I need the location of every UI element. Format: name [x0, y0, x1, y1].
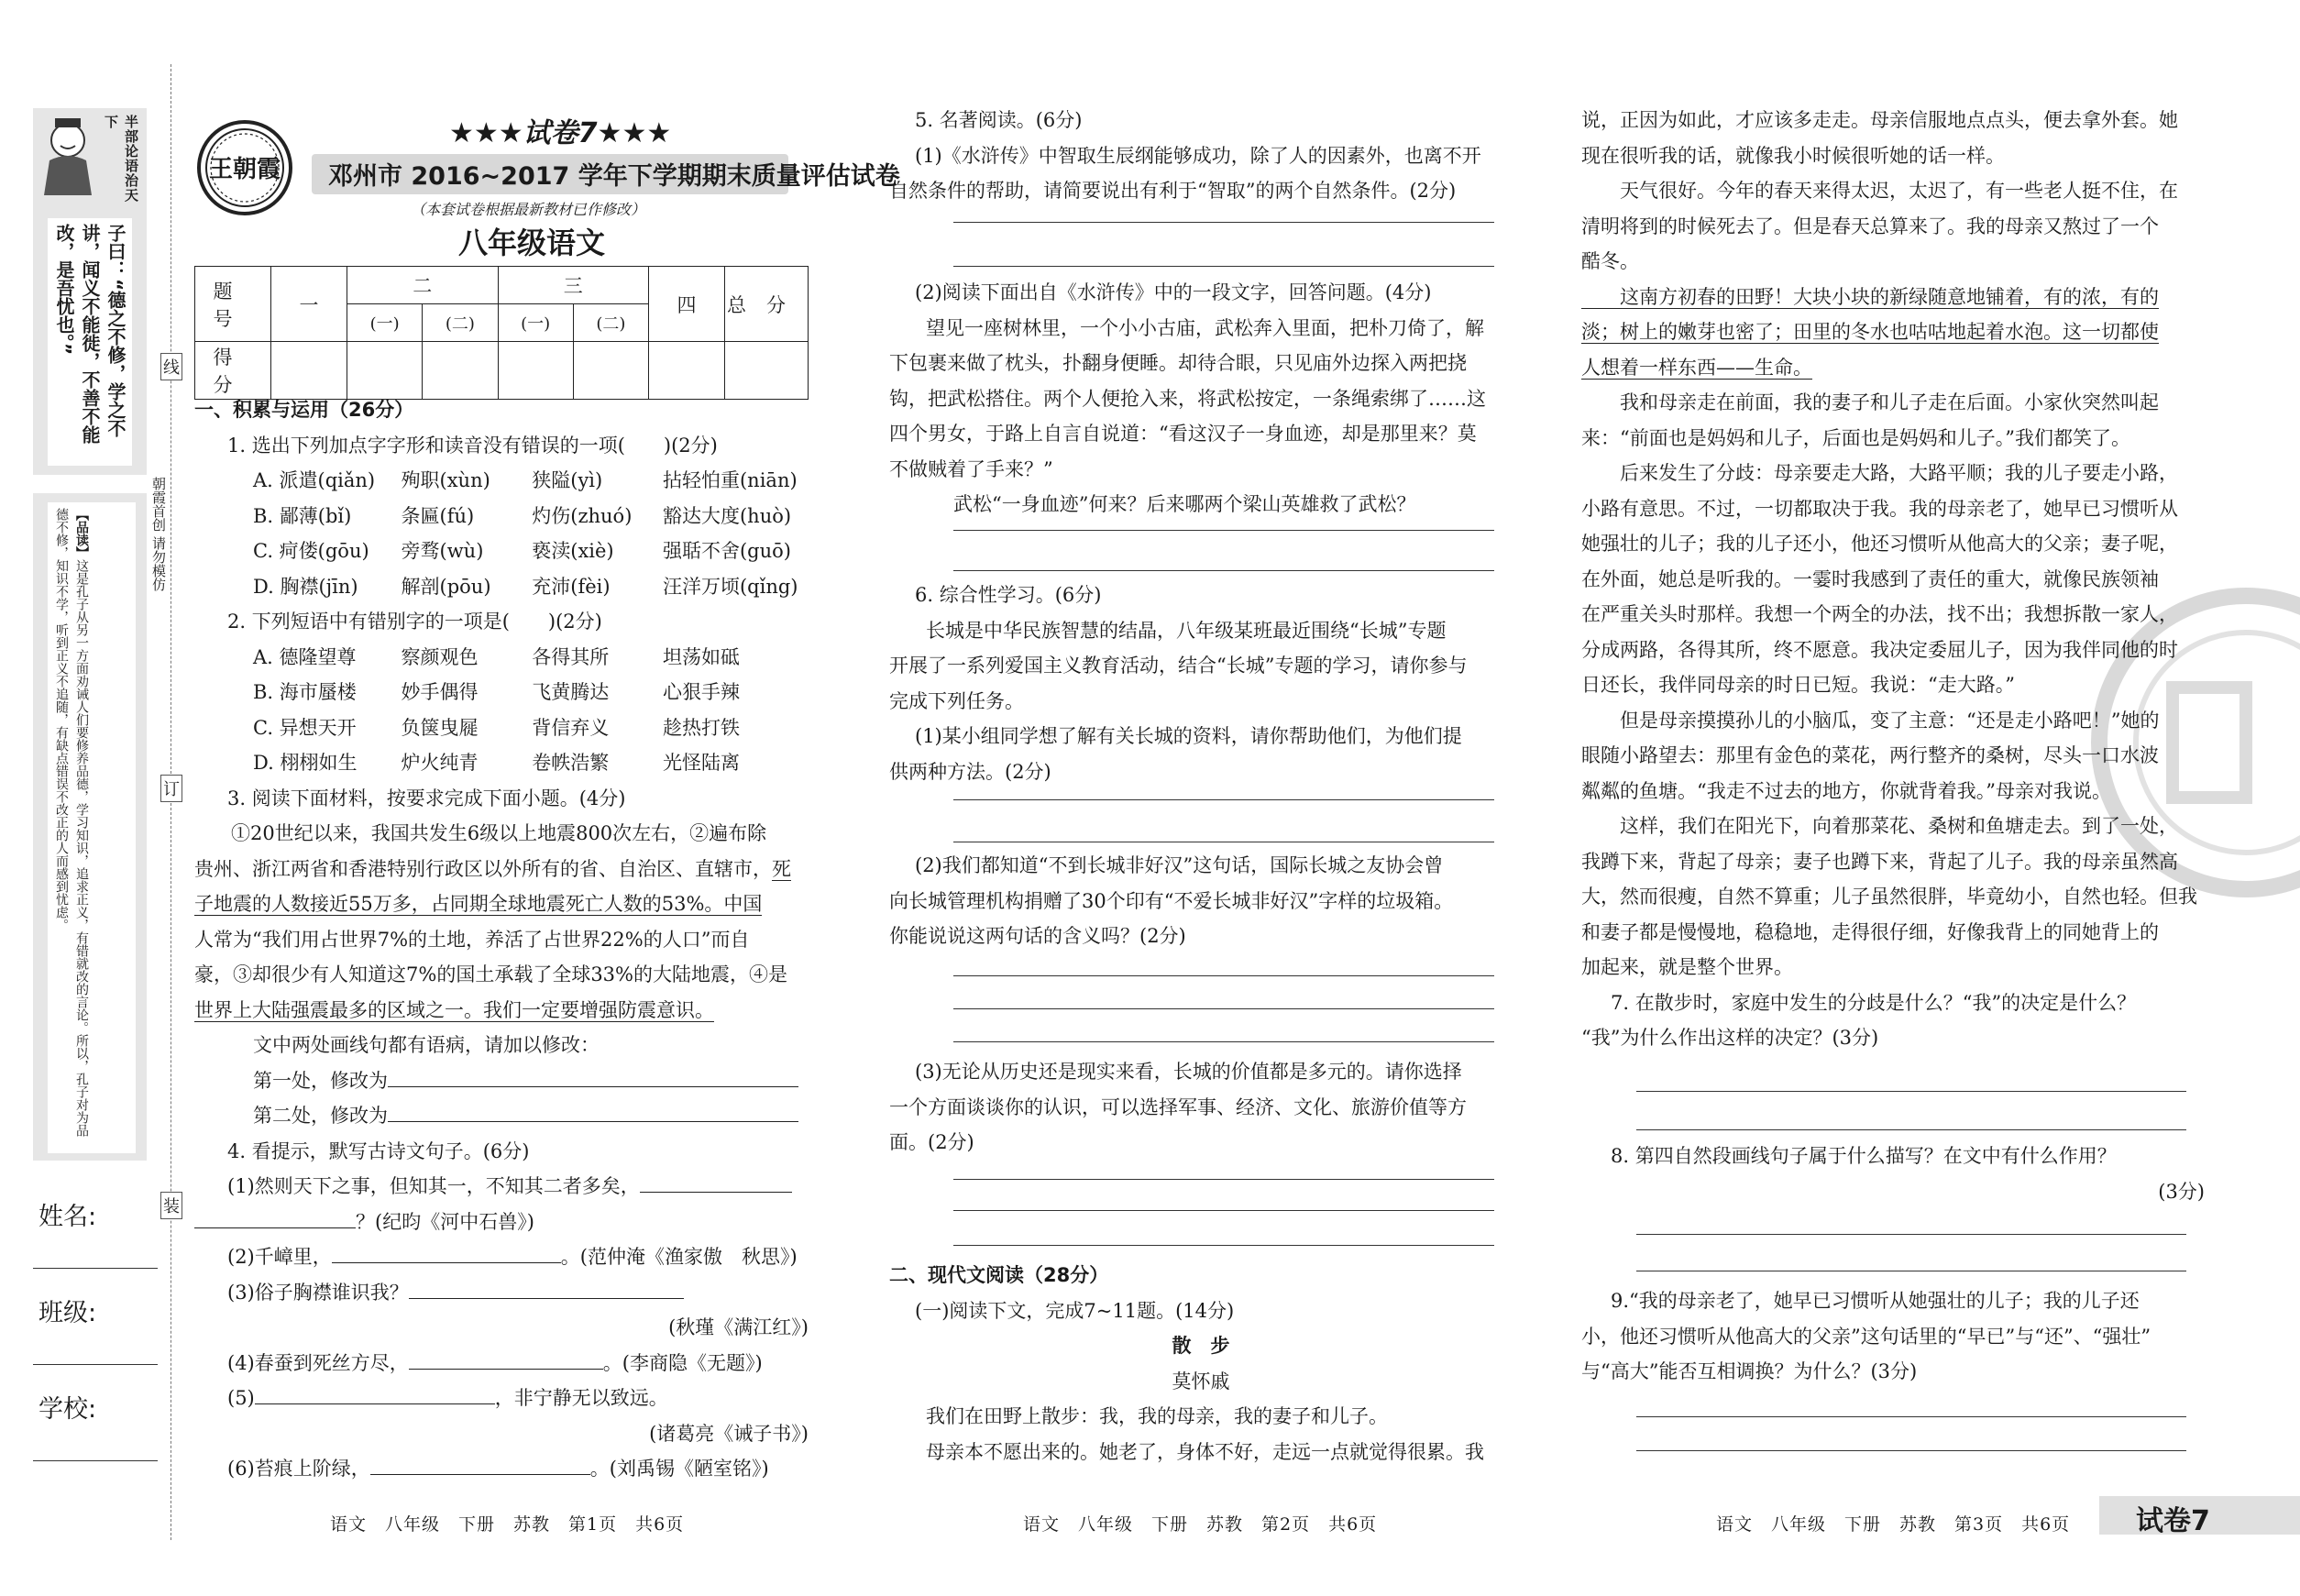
q4-1b-text: ？(纪昀《河中石兽》): [356, 1210, 534, 1233]
q4-3-source: (秋瑾《满江红》): [668, 1316, 809, 1338]
score-cell[interactable]: [498, 342, 573, 400]
th-3-1: (一): [498, 304, 573, 342]
th-1: 一: [271, 267, 347, 342]
q6-1-line-1: (1)某小组同学想了解有关长城的资料，请你帮助他们，为他们提: [915, 725, 1462, 747]
col2-q6-3: [889, 1054, 1513, 1161]
section-2-heading: 二、现代文阅读（28分）: [889, 1264, 1109, 1286]
cut-mark-2: 订: [160, 775, 182, 802]
q3-fix-2: [194, 1098, 818, 1134]
option-cell: 心狠手辣: [662, 681, 740, 703]
th-2-1: (一): [347, 304, 423, 342]
option-cell: 狭隘(yì): [532, 469, 603, 491]
q6-2-line-1: (2)我们都知道“不到长城非好汉”这句话，国际长城之友协会曾: [915, 854, 1444, 876]
answer-line[interactable]: [953, 266, 1494, 267]
option-cell: D. 栩栩如生: [253, 752, 358, 774]
th-2-2: (二): [423, 304, 498, 342]
essay-line: 我和母亲走在前面，我的妻子和儿子走在后面。小家伙突然叫起: [1581, 391, 2159, 413]
q3-fix-1-blank[interactable]: [388, 1068, 798, 1087]
footer-page-1: 语文 八年级 下册 苏教 第1页 共6页: [330, 1514, 685, 1535]
essay-line: 她强壮的儿子；我的儿子还小，他还习惯听从他高大的父亲；妻子呢，: [1581, 533, 2178, 555]
th-2: 二: [347, 267, 499, 304]
confucius-avatar: [37, 115, 99, 197]
option-cell: C. 疴偻(gōu): [253, 540, 369, 562]
score-cell[interactable]: [725, 342, 809, 400]
q3-underline-a: 死: [772, 857, 791, 880]
q4-3-blank[interactable]: [409, 1280, 684, 1299]
col1: [194, 392, 818, 1487]
option-cell: 充沛(fèi): [532, 575, 611, 598]
q3-para-3: [194, 886, 818, 922]
underlined-line: [1581, 350, 2205, 386]
q9-line-3: 与“高大”能否互相调换？为什么？(3分): [1581, 1360, 1918, 1382]
underlined-line: [1581, 314, 2205, 350]
q4-3-text: (3)俗子胸襟谁识我？: [227, 1281, 409, 1304]
essay-line: 我蹲下来，背起了母亲；妻子也蹲下来，背起了儿子。我的母亲虽然高: [1581, 850, 2178, 873]
answer-line[interactable]: [1636, 1129, 2186, 1130]
essay-line: 清明将到的时候死去了。但是春天总算来了。我的母亲又熬过了一个: [1581, 215, 2159, 237]
answer-line[interactable]: [953, 975, 1494, 976]
q4-3: [194, 1275, 818, 1311]
answer-line[interactable]: [953, 222, 1494, 223]
q4-stem: 4. 看提示，默写古诗文句子。(6分): [227, 1139, 530, 1162]
q6-para-2: 开展了一系列爱国主义教育活动，结合“长城”专题的学习，请你参与: [889, 655, 1468, 677]
col3-q8: [1581, 1139, 2205, 1209]
q6-3-line-1: (3)无论从历史还是现实来看，长城的价值都是多元的。请你选择: [915, 1061, 1462, 1083]
q4-2-text: (2)千嶂里，: [227, 1246, 332, 1268]
motto-text: 子曰：“德之不修，学之不讲，闻义不能徙，不善不能改，是吾忧也。”: [53, 224, 127, 444]
option-row[interactable]: [194, 640, 818, 676]
essay-line: 大，然而很瘦，自然不算重；儿子虽然很胖，毕竟幼小，自然也轻。但我: [1581, 886, 2197, 908]
q5-2-para-2: 下包裹来做了枕头，扑翻身便睡。却待合眼，只见庙外边探入两把挠: [889, 352, 1467, 374]
q5-stem: 5. 名著阅读。(6分): [915, 109, 1083, 131]
q6-1-line-2: 供两种方法。(2分): [889, 760, 1051, 783]
edition-note: （本套试卷根据最新教材已作修改）: [411, 201, 646, 218]
essay-para-1: 我们在田野上散步：我，我的母亲，我的妻子和儿子。: [926, 1405, 1388, 1427]
essay-para-2: 母亲本不愿出来的。她老了，身体不好，走远一点就觉得很累。我: [926, 1440, 1484, 1463]
col2-q5-2: [889, 275, 1513, 523]
q3-para-2-text: 贵州、浙江两省和香港特别行政区以外所有的省、自治区、直辖市，: [194, 857, 772, 880]
option-row[interactable]: [194, 675, 818, 710]
q4-4-source: 。(李商隐《无题》): [602, 1351, 763, 1374]
q4-1a-text: (1)然则天下之事，但知其一，不知其二者多矣，: [227, 1175, 640, 1197]
answer-line[interactable]: [1636, 1234, 2186, 1235]
essay-line: 加起来，就是整个世界。: [1581, 956, 1793, 978]
q3-para-2: [194, 852, 818, 887]
option-cell: 妙手偶得: [401, 681, 479, 703]
seal-text: 朝霞首创 请勿模仿: [150, 477, 167, 591]
essay-title: 散 步: [1172, 1335, 1230, 1357]
option-cell: 灼伤(zhuó): [532, 504, 633, 527]
option-cell: 坦荡如砥: [662, 645, 740, 668]
option-cell: 飞黄腾达: [532, 681, 610, 703]
essay-body: [1581, 385, 2205, 985]
q4-1-blank-a[interactable]: [640, 1173, 792, 1193]
col2: [889, 103, 1513, 209]
essay-line: 小路有意思。不过，一切都取决于我。我的母亲老了，她早已习惯听从: [1581, 497, 2178, 520]
underlined-text: 人想着一样东西——生命。: [1581, 356, 1812, 379]
answer-line[interactable]: [953, 1179, 1494, 1180]
col3: [1581, 103, 2205, 1056]
corner-label: 试卷7: [2136, 1505, 2210, 1537]
option-cell: C. 异想天开: [253, 716, 357, 739]
option-cell: 负箧曳屣: [401, 716, 479, 739]
q2-options: [194, 640, 818, 781]
name-line[interactable]: [33, 1268, 158, 1269]
option-cell: 察颜观色: [401, 645, 479, 668]
essay-line: 在外面，她总是听我的。一霎时我感到了责任的重大，就像民族领袖: [1581, 567, 2159, 590]
option-row[interactable]: [194, 710, 818, 746]
q8-score: (3分): [2158, 1180, 2205, 1203]
th-qno: 题号: [195, 267, 271, 342]
essay-line: 来：“前面也是妈妈和儿子，后面也是妈妈和儿子。”我们都笑了。: [1581, 426, 2130, 449]
option-row[interactable]: [194, 569, 818, 605]
q4-5-blank[interactable]: [255, 1385, 495, 1404]
answer-line[interactable]: [953, 1210, 1494, 1211]
option-cell: 拈轻怕重(niān): [662, 469, 798, 491]
answer-line[interactable]: [1636, 1450, 2186, 1451]
q3-fix-2-blank[interactable]: [388, 1103, 798, 1122]
q4-5: [194, 1381, 818, 1416]
option-cell: 强聒不舍(guō): [662, 540, 791, 562]
option-cell: 炉火纯青: [401, 752, 479, 774]
q6-stem: 6. 综合性学习。(6分): [915, 584, 1102, 606]
essay-author: 莫怀戚: [1172, 1370, 1230, 1392]
review-text: [51, 508, 92, 1148]
answer-line[interactable]: [1636, 1091, 2186, 1092]
q5-2-stem: (2)阅读下面出自《水浒传》中的一段文字，回答问题。(4分): [915, 281, 1432, 303]
underlined-text: 淡；树上的嫩芽也密了；田里的冬水也咕咕地起着水泡。这一切都使: [1581, 321, 2159, 343]
q4-6: [194, 1451, 818, 1487]
essay-line: 在严重关头时那样。我想一个两全的办法，找不出；我想拆散一家人，: [1581, 603, 2178, 625]
score-row-label: 得分: [195, 342, 271, 400]
class-label: 班级:: [39, 1299, 97, 1327]
q5-2-question: 武松“一身血迹”何来？后来哪两个梁山英雄救了武松？: [953, 493, 1416, 515]
th-3: 三: [498, 267, 649, 304]
q5-1-line-1: (1)《水浒传》中智取生辰纲能够成功，除了人的因素外，也离不开: [915, 144, 1481, 167]
q6-para-3: 完成下列任务。: [889, 689, 1024, 712]
answer-line[interactable]: [953, 799, 1494, 800]
essay-line: 分成两路，各得其所，终不愿意。我决定委屈儿子，因为我伴同他的时: [1581, 638, 2178, 661]
subject-title: 八年级语文: [458, 226, 606, 260]
q8-stem: 8. 第四自然段画线句子属于什么描写？在文中有什么作用？: [1611, 1145, 2117, 1167]
q3-task: 文中两处画线句都有语病，请加以修改：: [253, 1034, 600, 1056]
q2-stem: 2. 下列短语中有错别字的一项是( )(2分): [227, 611, 602, 633]
q6-2-line-2: 向长城管理机构捐赠了30个印有“不爱长城非好汉”字样的垃圾箱。: [889, 889, 1454, 912]
score-table: [194, 266, 809, 400]
option-row[interactable]: [194, 534, 818, 569]
logo-text: 王朝霞: [208, 156, 281, 183]
motto-title: 半部论语治天下: [103, 115, 139, 203]
q9-line-2: 小，他还习惯听从他高大的父亲”这句话里的“早已”与“还”、“强壮”: [1581, 1325, 2151, 1348]
q9-line-1: 9.“我的母亲老了，她早已习惯听从她强壮的儿子；我的儿子还: [1611, 1290, 2140, 1312]
option-row[interactable]: [194, 463, 818, 499]
score-cell[interactable]: [649, 342, 725, 400]
footer-page-3: 语文 八年级 下册 苏教 第3页 共6页: [1716, 1514, 2071, 1535]
option-cell: 殉职(xùn): [401, 469, 490, 491]
q6-3-line-3: 面。(2分): [889, 1131, 974, 1153]
school-line[interactable]: [33, 1460, 158, 1461]
option-cell: A. 德隆望尊: [253, 645, 357, 668]
cut-mark-1: 线: [160, 353, 182, 380]
option-cell: 趁热打铁: [662, 716, 740, 739]
q5-2-para-5: 不做贼着了手来？”: [889, 457, 1053, 480]
essay-line: 说，正因为如此，才应该多走走。母亲信服地点点头，便去拿外套。她: [1581, 109, 2178, 131]
q4-5-text: ，非宁静无以致远。: [494, 1387, 668, 1409]
col2-q6: [889, 578, 1513, 789]
q3-fix-2-label: 第二处，修改为: [253, 1105, 388, 1127]
q4-2-source: 。(范仲淹《渔家傲 秋思》): [560, 1246, 798, 1268]
q3-para-4: 人常为“我们用占世界7%的土地，养活了占世界22%的人口”而自: [194, 928, 750, 951]
q1-options: [194, 463, 818, 604]
option-cell: 亵渎(xiè): [532, 540, 614, 562]
review-body: 这是孔子从另一方面劝诫人们要修养品德，学习知识，追求正义，有错就改的言论。所以，孔子对为品德不修，知识不学，听到正义不追随，有缺点错误不改正的人而感到忧虑。: [54, 508, 89, 1137]
option-cell: 光怪陆离: [662, 752, 740, 774]
underlined-line: [1581, 280, 2205, 315]
exam-title: 邓州市 2016~2017 学年下学期期末质量评估试卷: [328, 162, 900, 191]
option-cell: 解剖(pōu): [401, 575, 491, 598]
essay-line: 但是母亲摸摸孙儿的小脑瓜，变了主意：“还是走小路吧！”她的: [1581, 709, 2160, 732]
q4-2: [194, 1239, 818, 1275]
q4-5-label: (5): [227, 1387, 255, 1409]
q3-para-6-text: 世界上大陆强震最多的区域之一。我们一定要增强防震意识。: [194, 998, 714, 1021]
option-cell: 豁达大度(huò): [662, 504, 792, 527]
logo: [194, 117, 295, 218]
q4-5-source: (诸葛亮《诫子书》): [649, 1422, 809, 1445]
th-4: 四: [649, 267, 725, 342]
q4-6-source: 。(刘禹锡《陋室铭》): [589, 1458, 769, 1480]
answer-line[interactable]: [953, 530, 1494, 531]
exam-number: ★★★试卷7★★★: [449, 117, 672, 149]
col2-sec2: [889, 1258, 1513, 1469]
q5-2-para-4: 四个男女，于路上自言自说道：“看这汉子一身血迹，却是那里来？莫: [889, 423, 1477, 445]
essay-line: 现在很听我的话，就像我小时候很听她的话一样。: [1581, 144, 2005, 167]
q3-fix-1: [194, 1063, 818, 1099]
option-row[interactable]: [194, 499, 818, 534]
name-label: 姓名:: [39, 1203, 97, 1231]
q4-1b: [194, 1205, 818, 1240]
option-cell: 卷帙浩繁: [532, 752, 610, 774]
q6-2-line-3: 你能说说这两句话的含义吗？(2分): [889, 925, 1186, 947]
q4-2-blank[interactable]: [332, 1244, 561, 1263]
q4-6-blank[interactable]: [370, 1456, 590, 1475]
q1-stem: 1. 选出下列加点字字形和读音没有错误的一项( )(2分): [227, 434, 718, 457]
answer-line[interactable]: [953, 570, 1494, 571]
q7-line-1: 7. 在散步时，家庭中发生的分歧是什么？“我”的决定是什么？: [1611, 991, 2137, 1014]
option-cell: 汪洋万顷(qǐng): [662, 575, 798, 598]
school-label: 学校:: [39, 1395, 97, 1424]
answer-line[interactable]: [1636, 1416, 2186, 1417]
option-cell: 条匾(fú): [401, 504, 475, 527]
q3-para-6: [194, 993, 818, 1029]
essay-line: 后来发生了分歧：母亲要走大路，大路平顺；我的儿子要走小路，: [1581, 462, 2178, 484]
q3-stem: 3. 阅读下面材料，按要求完成下面小题。(4分): [227, 787, 626, 809]
q4-1a: [194, 1169, 818, 1205]
essay-line: 这样，我们在阳光下，向着那菜花、桑树和鱼塘走去。到了一处，: [1581, 815, 2178, 837]
essay-line: 酷冬。: [1581, 250, 1639, 272]
option-cell: 各得其所: [532, 645, 610, 668]
footer-page-2: 语文 八年级 下册 苏教 第2页 共6页: [1023, 1514, 1378, 1535]
option-cell: B. 海市蜃楼: [253, 681, 357, 703]
q5-2-para-3: 钩，把武松搭住。两个人便抢入来，将武松按定，一条绳索绑了……这: [889, 387, 1486, 410]
score-cell[interactable]: [423, 342, 498, 400]
q4-4-blank[interactable]: [409, 1350, 603, 1370]
underlined-text: 这南方初春的田野！大块小块的新绿随意地铺着，有的浓，有的: [1581, 285, 2159, 308]
q5-2-para-1: 望见一座树林里，一个小小古庙，武松奔入里面，把朴刀倚了，解: [926, 316, 1484, 339]
option-cell: 背信弃义: [532, 716, 610, 739]
q4-6-text: (6)苔痕上阶绿，: [227, 1458, 370, 1480]
col2-q6-2: [889, 848, 1513, 954]
q6-3-line-2: 一个方面谈谈你的认识，可以选择军事、经济、文化、旅游价值等方: [889, 1095, 1467, 1118]
answer-line[interactable]: [953, 1008, 1494, 1009]
q5-1-line-2: 自然条件的帮助，请简要说出有利于“智取”的两个自然条件。(2分): [889, 180, 1457, 202]
answer-line[interactable]: [953, 1041, 1494, 1042]
class-line[interactable]: [33, 1364, 158, 1365]
option-cell: B. 鄙薄(bǐ): [253, 504, 352, 527]
review-label: 【品读】: [74, 508, 89, 559]
option-cell: D. 胸襟(jīn): [253, 575, 358, 598]
section-1-heading: 一、积累与运用（26分）: [194, 399, 414, 421]
essay-line: 和妻子都是慢慢地，稳稳地，走得很仔细，好像我背上的同她背上的: [1581, 920, 2159, 943]
cut-mark-3: 装: [160, 1192, 182, 1219]
th-3-2: (二): [573, 304, 648, 342]
score-cell[interactable]: [271, 342, 347, 400]
option-cell: 旁骛(wù): [401, 540, 484, 562]
th-total: 总分: [725, 267, 809, 342]
col3-q9: [1581, 1283, 2205, 1390]
option-row[interactable]: [194, 745, 818, 781]
essay-line: 粼粼的鱼塘。“我走不过去的地方，你就背着我。”母亲对我说。: [1581, 779, 2111, 802]
score-cell[interactable]: [347, 342, 423, 400]
sidebar: [0, 0, 165, 1596]
answer-line[interactable]: [953, 1245, 1494, 1246]
q3-para-5: 豪，③却很少有人知道这7%的国土承载了全球33%的大陆地震，④是: [194, 963, 787, 985]
essay-line: 天气很好。今年的春天来得太迟，太迟了，有一些老人挺不住，在: [1581, 180, 2178, 202]
q6-para-1: 长城是中华民族智慧的结晶，八年级某班最近围绕“长城”专题: [926, 619, 1447, 642]
q3-para-3-text: 子地震的人数接近55万多，占同期全球地震死亡人数的53%。中国: [194, 893, 763, 915]
q4-4-text: (4)春蚕到死丝方尽，: [227, 1351, 409, 1374]
score-cell[interactable]: [573, 342, 648, 400]
q4-1-blank-b[interactable]: [194, 1209, 356, 1228]
q4-4: [194, 1346, 818, 1381]
q7-line-2: “我”为什么作出这样的决定？(3分): [1581, 1027, 1879, 1049]
essay-line: 日还长，我伴同母亲的时日已短。我说：“走大路。”: [1581, 674, 2015, 696]
reading-1-intro: (一)阅读下文，完成7~11题。(14分): [915, 1299, 1235, 1322]
essay-line: 眼随小路望去：那里有金色的菜花，两行整齐的桑树，尽头一口水波: [1581, 744, 2159, 766]
q3-fix-1-label: 第一处，修改为: [253, 1069, 388, 1092]
q3-para-1: ①20世纪以来，我国共发生6级以上地震800次左右，②遍布除: [231, 822, 767, 844]
option-cell: A. 派遣(qiǎn): [253, 469, 376, 491]
